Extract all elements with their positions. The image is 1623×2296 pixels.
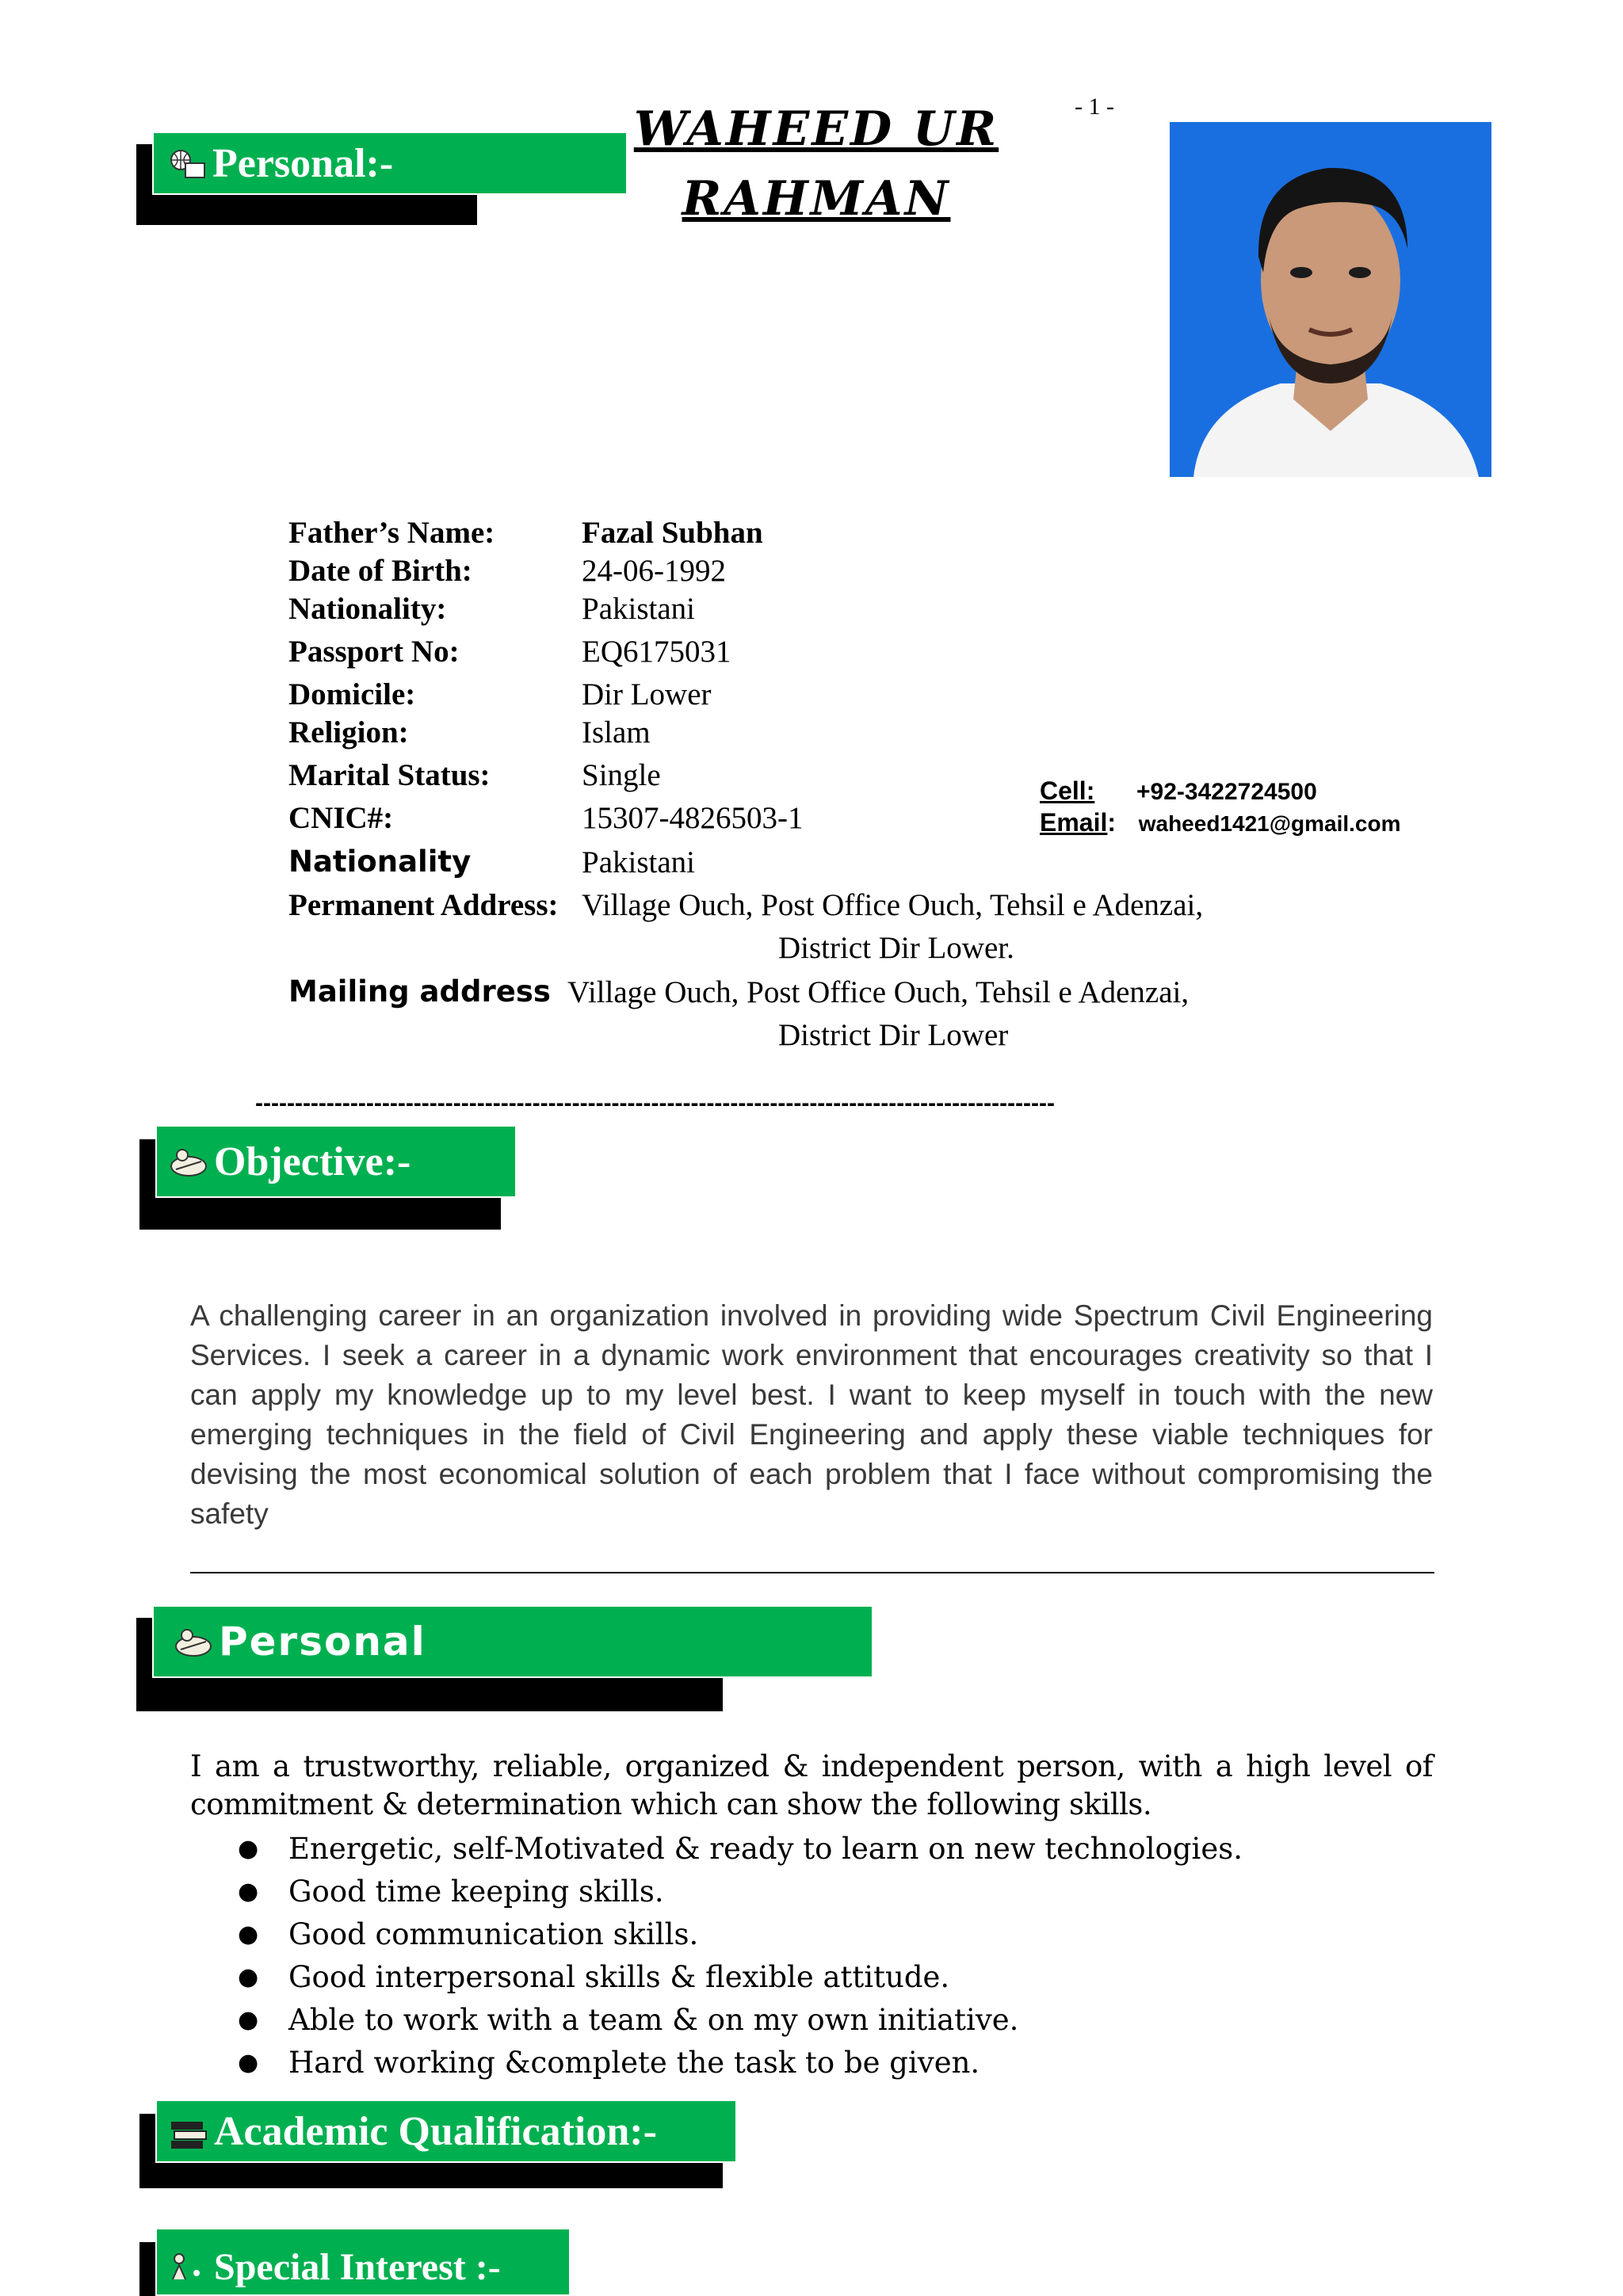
globe-computer-icon	[166, 146, 208, 181]
label: Passport No:	[288, 635, 460, 669]
label: Date of Birth:	[288, 554, 472, 588]
permanent-address-line-2: District Dir Lower.	[778, 931, 1014, 965]
nationality-row	[288, 591, 446, 627]
label: Nationality:	[288, 592, 447, 626]
passport-value: EQ6175031	[582, 635, 731, 669]
permanent-address-row	[288, 887, 559, 923]
skill-text: Good time keeping skills.	[288, 1874, 664, 1909]
section-title: Special Interest :-	[214, 2246, 501, 2288]
list-item	[238, 2041, 1243, 2084]
domicile-row	[288, 677, 415, 712]
mailing-address-line-1: Village Ouch, Post Office Ouch, Tehsil e Adenzai,	[567, 975, 1190, 1009]
cell-value: +92-3422724500	[1136, 779, 1317, 805]
list-item	[238, 1870, 1243, 1913]
nationality2-row	[288, 845, 471, 879]
marital-value: Single	[582, 758, 661, 792]
email-value[interactable]: waheed1421@gmail.com	[1138, 811, 1401, 836]
list-item	[238, 1913, 1243, 1955]
books-icon	[168, 2114, 209, 2149]
email-contact	[1040, 808, 1401, 837]
section-title: Objective:-	[214, 1138, 411, 1184]
personal-paragraph: I am a trustworthy, reliable, organized & independent person, with a high level of commitment & determination which can show the following skills.	[190, 1749, 1433, 1821]
permanent-address-line-1: Village Ouch, Post Office Ouch, Tehsil e Adenzai,	[582, 888, 1204, 922]
religion-row	[288, 715, 409, 750]
list-item	[238, 1827, 1243, 1870]
skill-text: Energetic, self-Motivated & ready to learn on new technologies.	[288, 1831, 1243, 1866]
label: Religion:	[288, 715, 409, 749]
list-item	[238, 1998, 1243, 2041]
name-line-1: WAHEED UR	[633, 101, 999, 157]
email-colon: :	[1107, 808, 1117, 837]
section-title: Academic Qualification:-	[214, 2108, 657, 2154]
section-title: Personal:-	[212, 140, 394, 186]
handshake-icon	[168, 1144, 209, 1179]
nationality2-value: Pakistani	[582, 845, 695, 879]
mailing-address-row	[288, 974, 551, 1009]
label: Domicile:	[288, 677, 416, 711]
dob-value: 24-06-1992	[582, 554, 726, 588]
skill-text: Hard working &complete the task to be given.	[288, 2045, 980, 2080]
section-title: Personal	[219, 1619, 426, 1665]
mailing-address-line-2: District Dir Lower	[778, 1018, 1009, 1052]
skills-list	[238, 1827, 1243, 2084]
passport-row	[288, 634, 460, 669]
label: Mailing address	[288, 974, 551, 1009]
label: Father’s Name:	[288, 516, 495, 550]
father-name-value: Fazal Subhan	[582, 516, 763, 550]
bullet-icon: ●	[238, 1962, 259, 1991]
cnic-value: 15307-4826503-1	[582, 801, 804, 835]
religion-value: Islam	[582, 715, 651, 749]
dashed-divider: -----------------------------------------------------------------------------------------------------	[255, 1090, 1056, 1116]
domicile-value: Dir Lower	[582, 677, 712, 711]
label: CNIC#:	[288, 801, 394, 835]
bullet-icon: ●	[238, 1920, 259, 1948]
dob-row	[288, 553, 472, 589]
profile-photo	[1170, 122, 1491, 477]
bullet-icon: ●	[238, 2048, 259, 2077]
label: Nationality	[288, 845, 472, 879]
email-label: Email	[1040, 808, 1108, 837]
father-name-row	[288, 515, 495, 551]
person-icon	[168, 2245, 209, 2274]
objective-paragraph: A challenging career in an organization involved in providing wide Spectrum Civil Engineering Services. I seek a career in a dynamic work environment that encourages creativity so that I can apply my knowledge up to my level best. I want to keep myself in touch with the new emerging techniques in the field of Civil Engineering and apply these viable techniques for devising the most economical solution of each problem that I face without compromising the safety	[190, 1299, 1433, 1530]
label: Permanent Address:	[288, 888, 559, 922]
bullet-icon: ●	[238, 1834, 259, 1863]
nationality-value: Pakistani	[582, 592, 695, 626]
marital-row	[288, 757, 491, 793]
page-number: - 1 -	[1075, 93, 1114, 120]
bullet-icon: ●	[238, 1877, 259, 1905]
bullet-icon: ●	[238, 2005, 259, 2034]
name-line-2: RAHMAN	[682, 171, 951, 227]
cell-label: Cell:	[1040, 776, 1095, 805]
list-item	[238, 1955, 1243, 1998]
skill-text: Good communication skills.	[288, 1917, 699, 1951]
skill-text: Able to work with a team & on my own initiative.	[288, 2002, 1019, 2037]
cell-contact	[1040, 776, 1317, 806]
horizontal-rule	[190, 1572, 1434, 1573]
skill-text: Good interpersonal skills & flexible attitude.	[288, 1959, 950, 1994]
label: Marital Status:	[288, 758, 491, 792]
handshake-icon	[173, 1624, 214, 1659]
cnic-row	[288, 800, 393, 836]
